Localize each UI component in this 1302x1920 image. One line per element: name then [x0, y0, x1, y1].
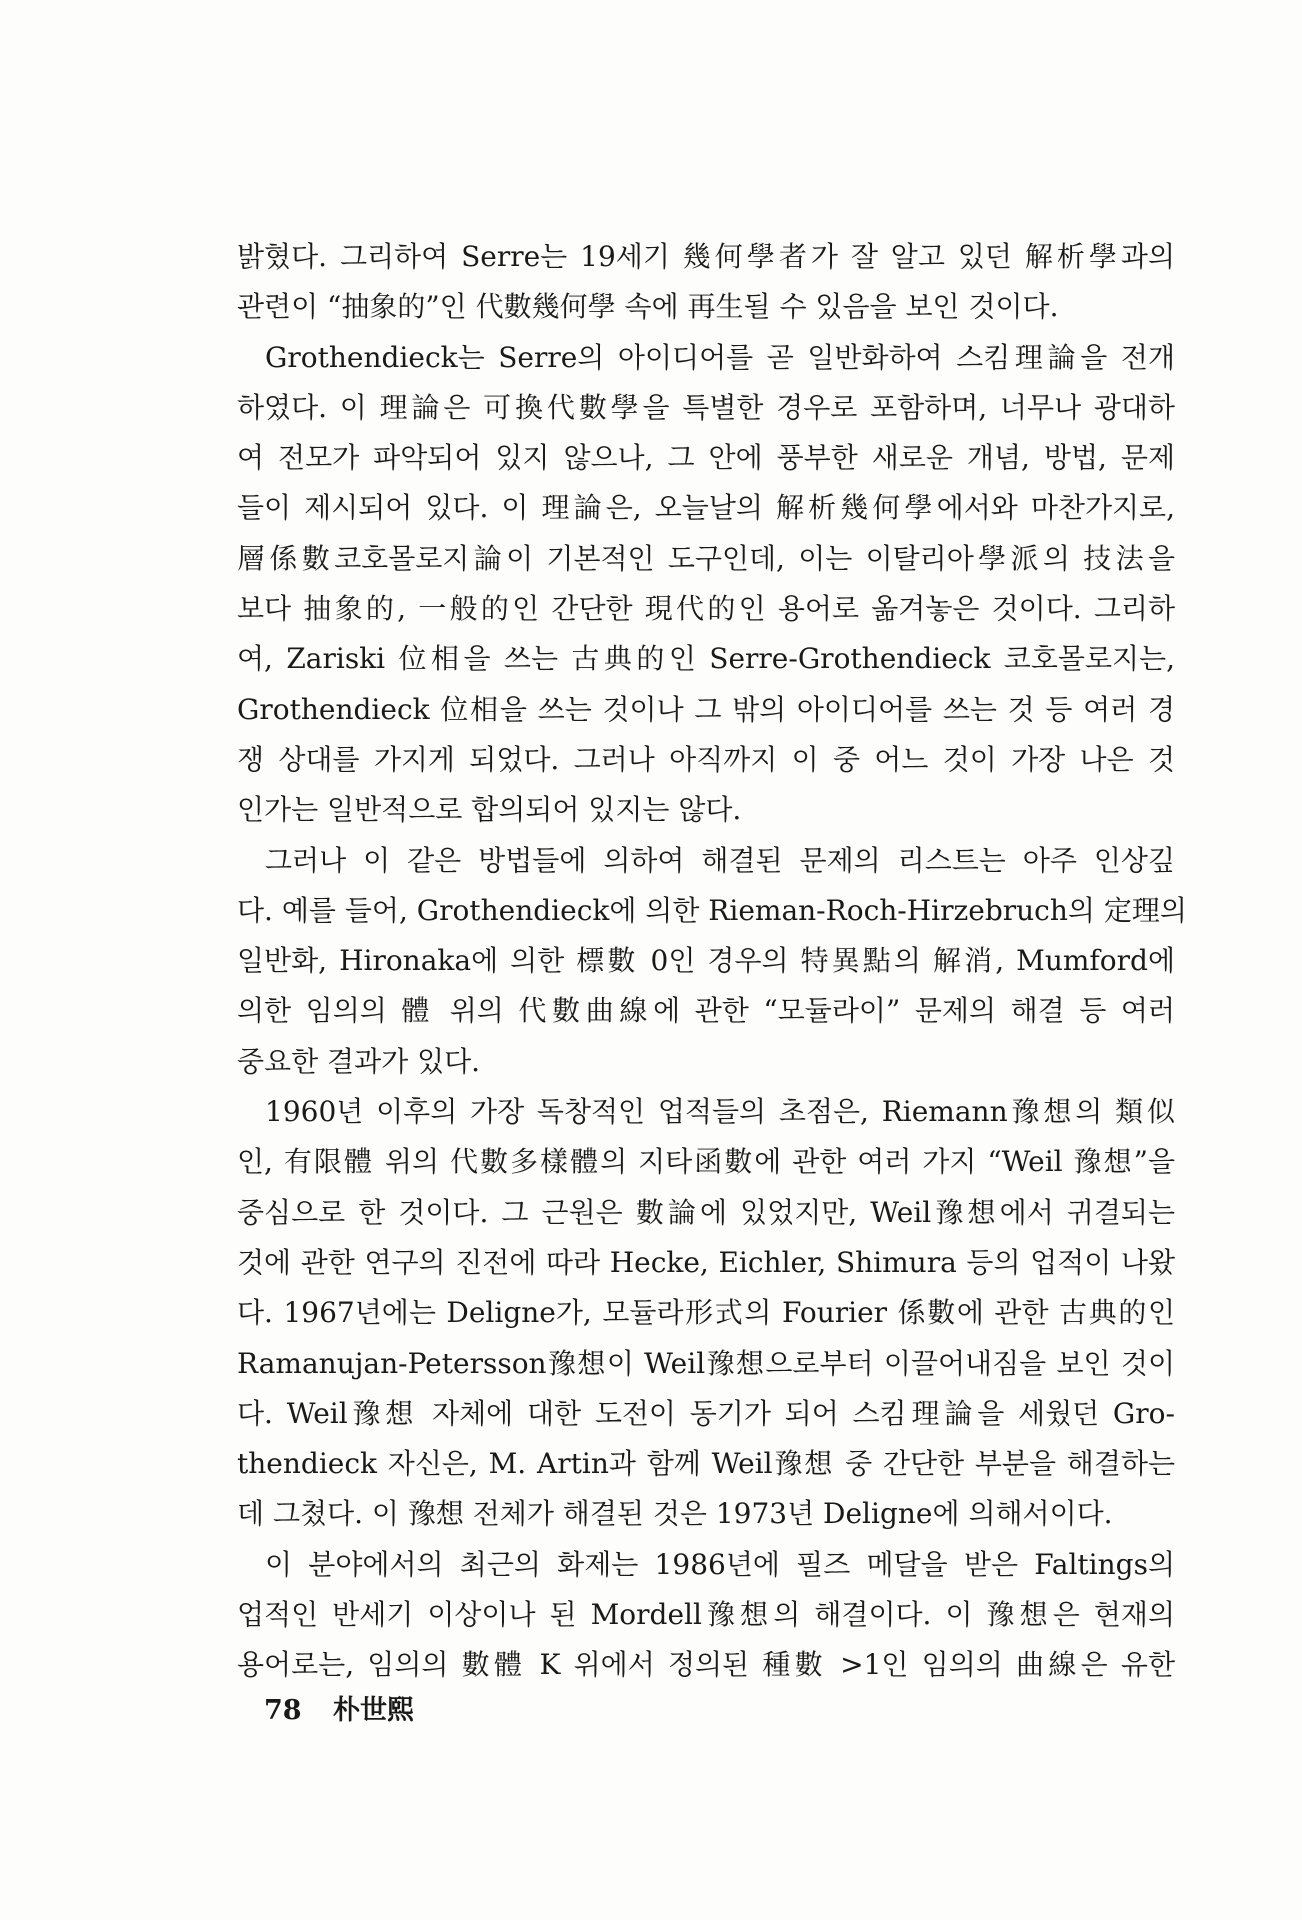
text-line: 일반화, Hironaka에 의한 標數 0인 경우의 特異點의 解消, Mumford에 [237, 944, 1175, 978]
text-line: thendieck 자신은, M. Artin과 함께 Weil豫想 중 간단한 부분을 해결하는 [237, 1447, 1175, 1481]
text-line: 업적인 반세기 이상이나 된 Mordell豫想의 해결이다. 이 豫想은 현재의 [237, 1598, 1175, 1632]
text-line: 것에 관한 연구의 진전에 따라 Hecke, Eichler, Shimura 등의 업적이 나왔 [237, 1245, 1175, 1279]
text-line: 용어로는, 임의의 數體 K 위에서 정의된 種數 >1인 임의의 曲線은 유한 [237, 1648, 1175, 1682]
text-line: Grothendieck는 Serre의 아이디어를 곧 일반화하여 스킴理論을 전개 [265, 340, 1175, 374]
paragraph-1 [237, 232, 1175, 333]
text-line: 그러나 이 같은 방법들에 의하여 해결된 문제의 리스트는 아주 인상깊 [265, 843, 1175, 877]
text-line: 의한 임의의 體 위의 代數曲線에 관한 “모듈라이” 문제의 해결 등 여러 [237, 994, 1175, 1028]
text-line: 하였다. 이 理論은 可換代數學을 특별한 경우로 포함하며, 너무나 광대하 [237, 390, 1175, 424]
page-number: 78 [264, 1695, 302, 1726]
text-line: 다. 1967년에는 Deligne가, 모듈라形式의 Fourier 係數에 관한 古典的인 [237, 1296, 1175, 1330]
text-line: 중심으로 한 것이다. 그 근원은 數論에 있었지만, Weil豫想에서 귀결되는 [237, 1195, 1175, 1229]
text-line: 관련이 “抽象的”인 代數幾何學 속에 再生될 수 있음을 보인 것이다. [237, 290, 1059, 324]
text-line: 인, 有限體 위의 代數多樣體의 지타函數에 관한 여러 가지 “Weil 豫想”을 [237, 1145, 1175, 1179]
paragraph-5 [237, 1540, 1175, 1691]
text-line: 쟁 상대를 가지게 되었다. 그러나 아직까지 이 중 어느 것이 가장 나은 것 [237, 742, 1175, 776]
paragraph-2 [237, 333, 1175, 836]
paragraph-4 [237, 1087, 1175, 1540]
paragraph-3 [237, 836, 1187, 1087]
text-line: 중요한 결과가 있다. [237, 1044, 481, 1078]
text-line: 다. Weil豫想 자체에 대한 도전이 동기가 되어 스킴理論을 세웠던 Gro- [237, 1396, 1175, 1430]
text-line: 보다 抽象的, 一般的인 간단한 現代的인 용어로 옮겨놓은 것이다. 그리하 [237, 592, 1175, 626]
text-line: 여 전모가 파악되어 있지 않으나, 그 안에 풍부한 새로운 개념, 방법, 문제 [237, 441, 1175, 475]
text-line: 다. 예를 들어, Grothendieck에 의한 Rieman-Roch-Hirzebruch의 定理의 [237, 893, 1187, 927]
page-footer [264, 1688, 414, 1727]
text-line: 여, Zariski 位相을 쓰는 古典的인 Serre-Grothendieck 코호몰로지는, [237, 642, 1175, 676]
author-name: 朴世熙 [332, 1695, 414, 1726]
text-line: 데 그쳤다. 이 豫想 전체가 해결된 것은 1973년 Deligne에 의해서이다. [237, 1497, 1113, 1531]
text-line: 層係數코호몰로지論이 기본적인 도구인데, 이는 이탈리아學派의 技法을 [237, 541, 1175, 575]
text-line: 밝혔다. 그리하여 Serre는 19세기 幾何學者가 잘 알고 있던 解析學과의 [237, 240, 1175, 273]
text-line: 들이 제시되어 있다. 이 理論은, 오늘날의 解析幾何學에서와 마찬가지로, [237, 491, 1175, 525]
body-text [237, 232, 1187, 1691]
text-line: 1960년 이후의 가장 독창적인 업적들의 초점은, Riemann豫想의 類似 [265, 1095, 1175, 1129]
text-line: Ramanujan-Petersson豫想이 Weil豫想으로부터 이끌어내짐을 보인 것이 [237, 1346, 1175, 1380]
text-line: Grothendieck 位相을 쓰는 것이나 그 밖의 아이디어를 쓰는 것 등 여러 경 [237, 692, 1175, 726]
text-line: 이 분야에서의 최근의 화제는 1986년에 필즈 메달을 받은 Faltings의 [265, 1547, 1175, 1581]
text-line: 인가는 일반적으로 합의되어 있지는 않다. [237, 793, 742, 827]
